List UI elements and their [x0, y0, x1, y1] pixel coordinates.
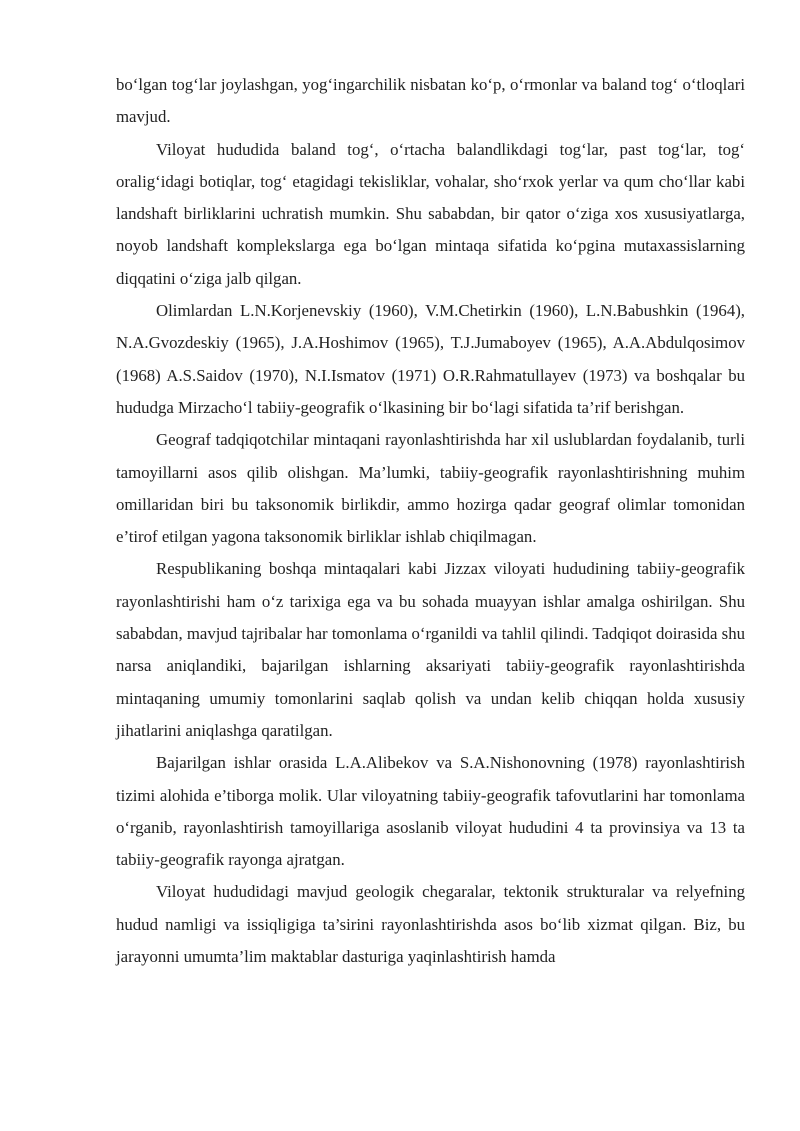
paragraph-jizzax-regionalization: Respublikaning boshqa mintaqalari kabi Jizzax viloyati hududining tabiiy-geografik rayonlashtirishi ham o‘z tarixiga ega va bu sohada muayyan ishlar amalga oshirilgan. Shu sababdan, mavjud tajribalar har tomonlama o‘rganildi va tahlil qilindi. Tadqiqot doirasida shu narsa aniqlandiki, bajarilgan ishlarning aksariyati tabiiy-geografik rayonlashtirishda mintaqaning umumiy tomonlarini saqlab qolish va undan kelib chiqqan holda xususiy jihatlarini aniqlashga qaratilgan. — [116, 559, 745, 740]
paragraph-scholars: Olimlardan L.N.Korjenevskiy (1960), V.M.Chetirkin (1960), L.N.Babushkin (1964), N.A.Gvozdeskiy (1965), J.A.Hoshimov (1965), T.J.Jumaboyev (1965), A.A.Abdulqosimov (1968) A.S.Saidov (1970), N.I.Ismatov (1971) O.R.Rahmatullayev (1973) va boshqalar bu hududga Mirzacho‘l tabiiy-geografik o‘lkasining bir bo‘lagi sifatida ta’rif berishgan. — [116, 301, 745, 417]
paragraph-methods: Geograf tadqiqotchilar mintaqani rayonlashtirishda har xil uslublardan foydalanib, turli tamoyillarni asos qilib olishgan. Ma’lumki, tabiiy-geografik rayonlashtirishning muhim omillaridan biri bu taksonomik birlikdir, ammo hozirga qadar geograf olimlar tomonidan e’tirof etilgan yagona taksonomik birliklar ishlab chiqilmagan. — [116, 430, 745, 547]
paragraph-alibekov-nishonov: Bajarilgan ishlar orasida L.A.Alibekov va S.A.Nishonovning (1978) rayonlashtirish tizimi alohida e’tiborga molik. Ular viloyatning tabiiy-geografik tafovutlarini har tomonlama o‘rganib, rayonlashtirish tamoyillariga asoslanib viloyat hududini 4 ta provinsiya va 13 ta tabiiy-geografik rayonga ajratgan. — [116, 753, 745, 870]
paragraph-geologic-boundaries: Viloyat hududidagi mavjud geologik chegaralar, tektonik strukturalar va relyefning hudud namligi va issiqligiga ta’sirini rayonlashtirishda asos bo‘lib xizmat qilgan. Biz, bu jarayonni umumta’lim maktablar dasturiga yaqinlashtirish hamda — [116, 882, 745, 967]
paragraph-continuation: bo‘lgan tog‘lar joylashgan, yog‘ingarchilik nisbatan ko‘p, o‘rmonlar va baland tog‘ o‘tloqlari mavjud. — [116, 75, 745, 127]
paragraph-landscape-units: Viloyat hududida baland tog‘, o‘rtacha balandlikdagi tog‘lar, past tog‘lar, tog‘ oralig‘idagi botiqlar, tog‘ etagidagi tekisliklar, vohalar, sho‘rxok yerlar va qum cho‘llar kabi landshaft birliklarini uchratish mumkin. Shu sababdan, bir qator o‘ziga xos xususiyatlarga, noyob landshaft komplekslarga ega bo‘lgan mintaqa sifatida ko‘pgina mutaxassislarning diqqatini o‘ziga jalb qilgan. — [116, 139, 745, 288]
